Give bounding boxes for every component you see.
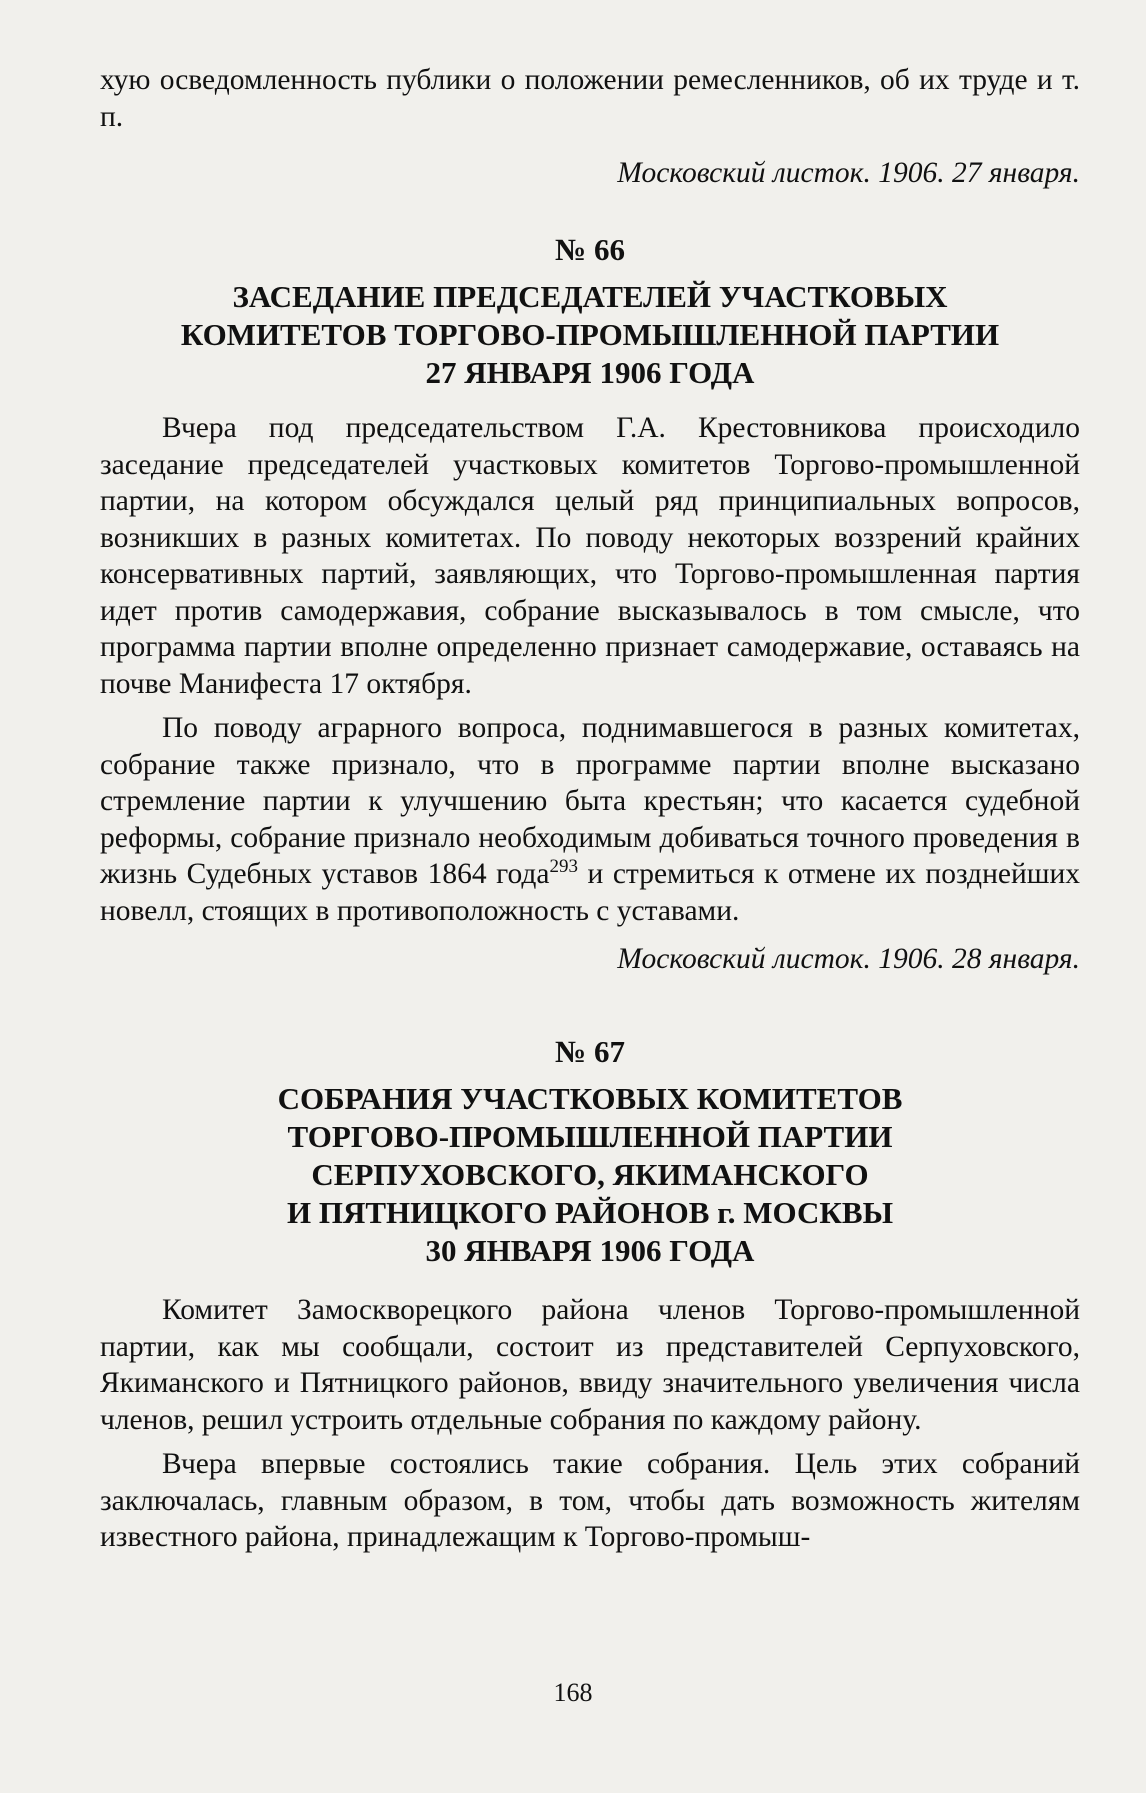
document-number-66: № 66 [555, 232, 625, 267]
title-line: СОБРАНИЯ УЧАСТКОВЫХ КОМИТЕТОВ [277, 1081, 903, 1116]
paragraph: Вчера под председательством Г.А. Крестовникова происходило заседание председателей участковых комитетов Торгово-промышленной партии, на котором обсуждался целый ряд принципиальных вопросов, возникших в разных комитетах. По поводу некоторых воззрений крайних консервативных партий, заявляющих, что Торгово-промышленная партия идет против самодержавия, собрание высказывалось в том смысле, что программа партии вполне определенно признает самодержавие, оставаясь на почве Манифеста 17 октября. [100, 412, 1080, 700]
footnote-marker: 293 [549, 856, 578, 878]
title-line: ЗАСЕДАНИЕ ПРЕДСЕДАТЕЛЕЙ УЧАСТКОВЫХ [232, 279, 948, 314]
source-citation-prev: Московский листок. 1906. 27 января. [617, 157, 1080, 189]
paragraph-text: По поводу аграрного вопроса, поднимавшегося в разных комитетах, собрание также признало, что в программе партии вполне высказано стремление партии к улучшению быта крестьян; что касается судебной реформы, собрание признало необходимым добиваться точного проведения в жизнь Судебных уставов 1864 года [100, 712, 1080, 890]
paragraph: Комитет Замоскворецкого района членов Торгово-промышленной партии, как мы сообщали, состоит из представителей Серпуховского, Якиманского и Пятницкого районов, ввиду значительного увеличения числа членов, решил устроить отдельные собрания по каждому району. [100, 1294, 1080, 1436]
document-number-67: № 67 [555, 1034, 625, 1069]
title-line: И ПЯТНИЦКОГО РАЙОНОВ г. МОСКВЫ [286, 1195, 894, 1230]
paragraph-text: и стремиться к отмене их позднейших новелл, стоящих в противоположность с уставами. [100, 858, 1080, 927]
page-number: 168 [553, 1678, 593, 1707]
paragraph: Вчера впервые состоялись такие собрания. Цель этих собраний заключалась, главным образом, в том, чтобы дать возможность жителям известного района, принадлежащим к Торгово-промыш- [100, 1448, 1080, 1553]
source-citation: Московский листок. 1906. 28 января. [617, 943, 1080, 975]
document-title-67 [100, 1080, 1080, 1270]
document-title-66 [100, 278, 1080, 392]
title-line: СЕРПУХОВСКОГО, ЯКИМАНСКОГО [311, 1157, 869, 1192]
title-line: 27 ЯНВАРЯ 1906 ГОДА [425, 355, 755, 390]
title-line: ТОРГОВО-ПРОМЫШЛЕННОЙ ПАРТИИ [287, 1119, 893, 1154]
paragraph [100, 710, 1080, 929]
title-line: КОМИТЕТОВ ТОРГОВО-ПРОМЫШЛЕННОЙ ПАРТИИ [180, 317, 1000, 352]
text-column [100, 62, 1080, 1556]
title-line: 30 ЯНВАРЯ 1906 ГОДА [425, 1233, 755, 1268]
continuation-paragraph: хую осведомленность публики о положении ремесленников, об их труде и т. п. [100, 64, 1080, 133]
